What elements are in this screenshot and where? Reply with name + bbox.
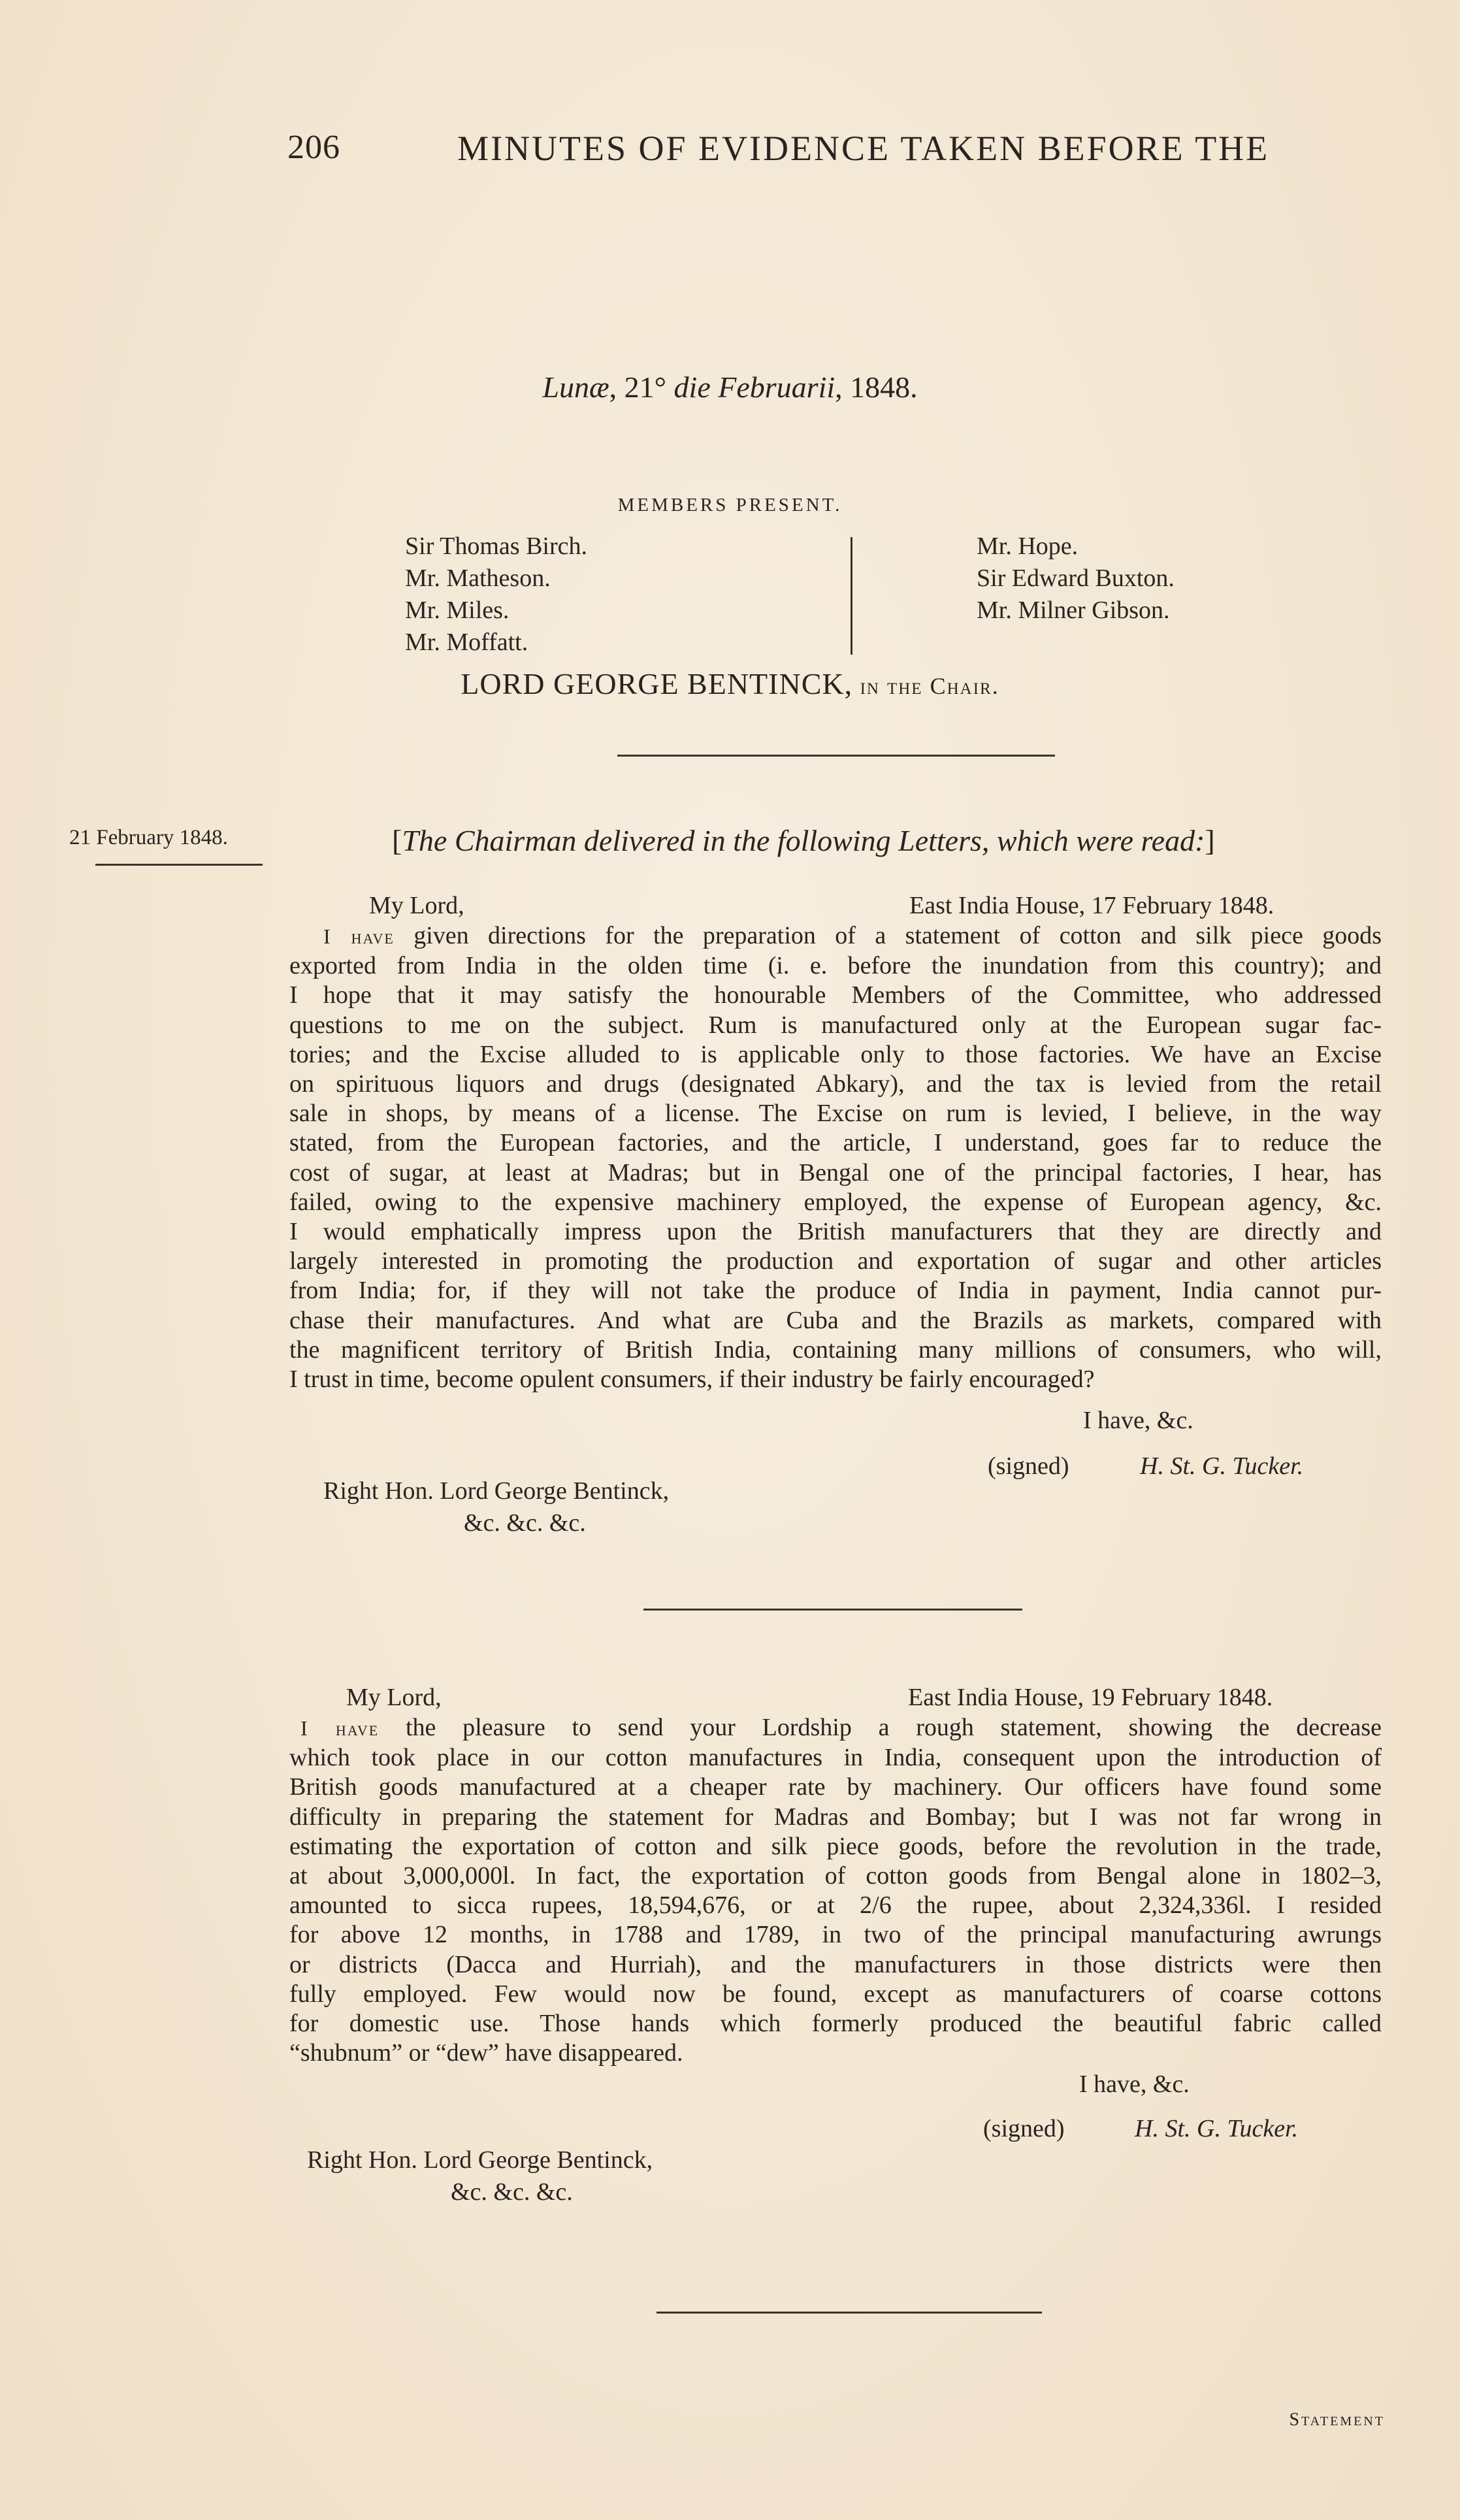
- letter1-line: exported from India in the olden time (i. e. before the inundation from this country); and: [289, 952, 1382, 980]
- member-name: Mr. Milner Gibson.: [977, 597, 1170, 624]
- letter2-signature: H. St. G. Tucker.: [1135, 2115, 1299, 2142]
- letter2-line: for above 12 months, in 1788 and 1789, in two of the principal manufacturing awrungs: [289, 1921, 1382, 1949]
- bracket-open: [: [392, 824, 402, 857]
- letter1-addressee: [323, 1475, 669, 1539]
- letter1-line: the magnificent territory of British India, containing many millions of consumers, who will,: [289, 1335, 1382, 1364]
- letter2-closing: I have, &c.: [1079, 2070, 1190, 2098]
- letters-read-note: [392, 823, 1215, 858]
- letter1-line: I hope that it may satisfy the honourable Members of the Committee, who addressed: [289, 981, 1382, 1009]
- letter2-salutation: My Lord,: [346, 1684, 442, 1711]
- margin-date-note: 21 February 1848.: [69, 826, 228, 849]
- letter1-signature: H. St. G. Tucker.: [1140, 1452, 1304, 1480]
- chair-suffix: in the Chair.: [860, 673, 999, 699]
- letter2-line: for domestic use. Those hands which formerly produced the beautiful fabric called: [289, 2010, 1382, 2038]
- letter1-line: chase their manufactures. And what are Cuba and the Brazils as markets, compared with: [289, 1306, 1382, 1334]
- letter1-line: I would emphatically impress upon the British manufacturers that they are directly and: [289, 1218, 1382, 1246]
- addressee-etc: &c. &c. &c.: [464, 1509, 586, 1537]
- page-number: 206: [287, 129, 340, 166]
- addressee-etc: &c. &c. &c.: [451, 2178, 573, 2206]
- letter1-line: from India; for, if they will not take the produce of India in payment, India cannot pur-: [289, 1277, 1382, 1305]
- members-list-left: [405, 531, 587, 659]
- letter2-line: which took place in our cotton manufactures in India, consequent upon the introduction of: [289, 1744, 1382, 1772]
- letter2-addressee: [307, 2144, 653, 2208]
- letter1-line: stated, from the European factories, and the article, I understand, goes far to reduce the: [289, 1129, 1382, 1157]
- letter1-dateline: East India House, 17 February 1848.: [909, 892, 1274, 919]
- letter1-line: I trust in time, become opulent consumers, if their industry be fairly encouraged?: [289, 1366, 1095, 1394]
- letter1-line: I have given directions for the preparation of a statement of cotton and silk piece goods: [323, 922, 1382, 949]
- member-name: Mr. Moffatt.: [405, 629, 528, 656]
- chair-name: LORD GEORGE BENTINCK,: [461, 667, 853, 700]
- letter1-line: failed, owing to the expensive machinery employed, the expense of European agency, &c.: [289, 1188, 1382, 1216]
- letter2-dateline: East India House, 19 February 1848.: [908, 1684, 1273, 1711]
- bracket-close: ]: [1205, 824, 1215, 857]
- letter1-body: [289, 921, 1382, 1394]
- letter2-line: at about 3,000,000l. In fact, the exportation of cotton goods from Bengal alone in 1802–3,: [289, 1862, 1382, 1890]
- letter2-line: British goods manufactured at a cheaper rate by machinery. Our officers have found some: [289, 1773, 1382, 1801]
- section-rule: [617, 755, 1055, 757]
- session-day: Lunæ: [542, 370, 609, 404]
- member-name: Sir Thomas Birch.: [405, 532, 588, 560]
- letter2-line: or districts (Dacca and Hurriah), and the manufacturers in those districts were then: [289, 1950, 1382, 1978]
- letter2-line: difficulty in preparing the statement for Madras and Bombay; but I was not far wrong in: [289, 1803, 1382, 1831]
- letter1-closing: I have, &c.: [1083, 1407, 1193, 1434]
- letter2-signed: (signed): [983, 2115, 1065, 2142]
- letter1-signed: (signed): [988, 1452, 1069, 1480]
- catchword: Statement: [1289, 2410, 1385, 2430]
- letter2-line: I have the pleasure to send your Lordship a rough statement, showing the decrease: [300, 1714, 1382, 1741]
- members-divider: [851, 537, 852, 655]
- letter1-line: tories; and the Excise alluded to is applicable only to those factories. We have an Excise: [289, 1040, 1382, 1068]
- read-note-text: The Chairman delivered in the following Letters, which were read:: [402, 824, 1205, 857]
- member-name: Sir Edward Buxton.: [977, 565, 1175, 592]
- letter2-line: amounted to sicca rupees, 18,594,676, or at 2/6 the rupee, about 2,324,336l. I resided: [289, 1891, 1382, 1920]
- session-date-numeral: 21°: [624, 370, 667, 404]
- letter1-line: cost of sugar, at least at Madras; but in Bengal one of the principal factories, I hear, has: [289, 1158, 1382, 1186]
- members-list-right: [977, 531, 1175, 627]
- margin-note-underline: [95, 864, 263, 866]
- letter-separator-rule: [643, 1609, 1022, 1611]
- letter1-line: largely interested in promoting the production and exportation of sugar and other articles: [289, 1247, 1382, 1275]
- chair-line: [0, 666, 1460, 701]
- letter2-body: [289, 1713, 1382, 2068]
- member-name: Mr. Miles.: [405, 597, 510, 624]
- letter2-first-word: I have: [300, 1716, 380, 1740]
- letter1-line: questions to me on the subject. Rum is manufactured only at the European sugar fac-: [289, 1011, 1382, 1039]
- letter2-line: “shubnum” or “dew” have disappeared.: [289, 2039, 683, 2067]
- end-rule: [657, 2312, 1042, 2314]
- letter2-line: fully employed. Few would now be found, except as manufacturers of coarse cottons: [289, 1980, 1382, 2008]
- members-heading: MEMBERS PRESENT.: [617, 495, 843, 515]
- member-name: Mr. Matheson.: [405, 565, 551, 592]
- running-title: MINUTES OF EVIDENCE TAKEN BEFORE THE: [457, 129, 1270, 168]
- session-month: die Februarii: [673, 370, 835, 404]
- addressee-name: Right Hon. Lord George Bentinck,: [307, 2146, 653, 2174]
- letter1-line: on spirituous liquors and drugs (designated Abkary), and the tax is levied from the retail: [289, 1070, 1382, 1098]
- member-name: Mr. Hope.: [977, 532, 1079, 560]
- session-year: 1848.: [850, 370, 918, 404]
- letter2-line: estimating the exportation of cotton and silk piece goods, before the revolution in the trade,: [289, 1832, 1382, 1860]
- letter1-salutation: My Lord,: [369, 892, 464, 919]
- letter1-first-word: I have: [323, 925, 395, 948]
- session-date: Lunæ, 21° die Februarii, 1848.: [542, 370, 918, 404]
- addressee-name: Right Hon. Lord George Bentinck,: [323, 1477, 670, 1505]
- letter1-line: sale in shops, by means of a license. The Excise on rum is levied, I believe, in the way: [289, 1100, 1382, 1128]
